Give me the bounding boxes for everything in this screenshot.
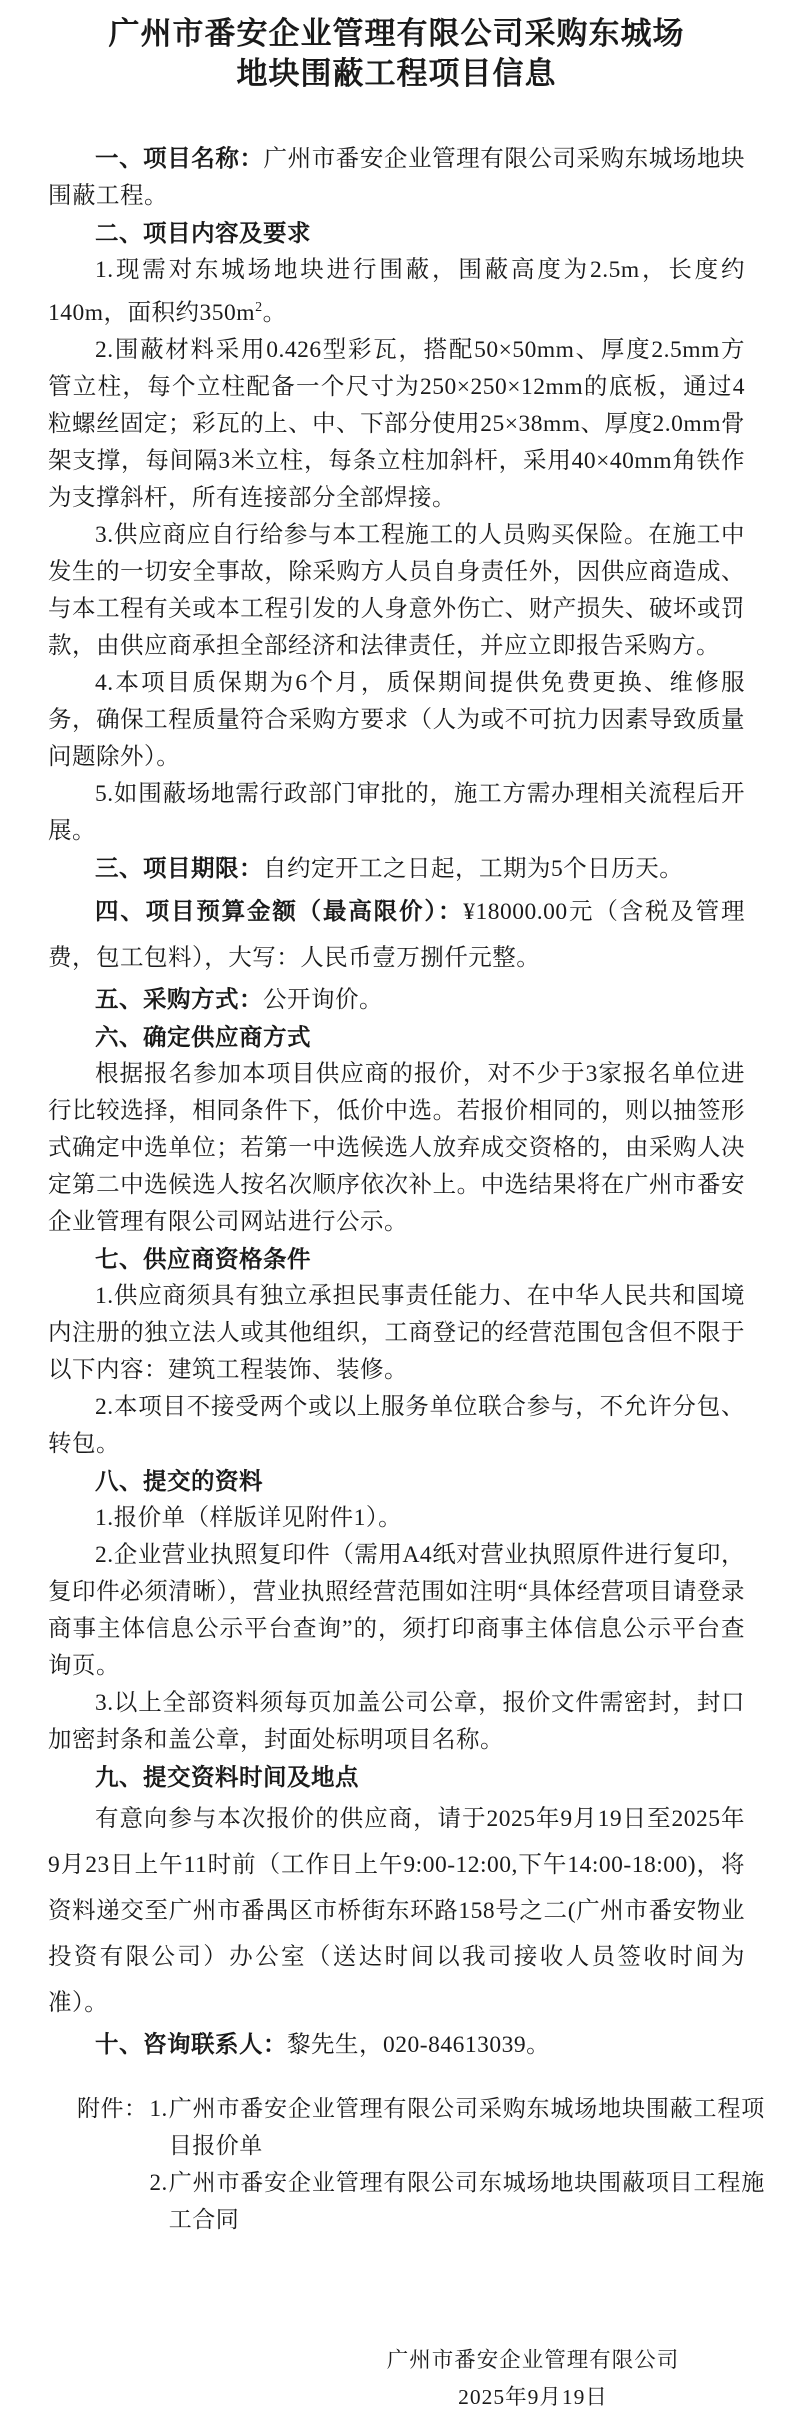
document-body xyxy=(48,140,745,2064)
section-10-label: 十、咨询联系人： xyxy=(95,2030,287,2057)
section-3-label: 三、项目期限： xyxy=(95,854,263,881)
section-3-text: 自约定开工之日起，工期为5个日历天。 xyxy=(263,855,684,882)
attachments-label: 附件： xyxy=(77,2095,148,2121)
section-4-text: ¥18000.00元（含税及管理费，包工包料），大写：人民币壹万捌仟元整。 xyxy=(48,898,746,971)
section-8-item-3: 3.以上全部资料须每页加盖公司公章，报价文件需密封，封口加密封条和盖公章，封面处标明项目名称。 xyxy=(48,1689,745,1753)
section-8-item-1: 1.报价单（样版详见附件1）。 xyxy=(95,1504,403,1531)
section-8-heading: 八、提交的资料 xyxy=(95,1467,263,1494)
section-5-label: 五、采购方式： xyxy=(95,985,263,1012)
section-2-item-5: 5.如围蔽场地需行政部门审批的，施工方需办理相关流程后开展。 xyxy=(48,780,745,844)
section-6-text: 根据报名参加本项目供应商的报价，对不少于3家报名单位进行比较选择，相同条件下，低价中选。若报价相同的，则以抽签形式确定中选单位；若第一中选候选人放弃成交资格的，由采购人决定第二中选候选人按名次顺序依次补上。中选结果将在广州市番安企业管理有限公司网站进行公示。 xyxy=(48,1060,745,1235)
section-8-item-2: 2.企业营业执照复印件（需用A4纸对营业执照原件进行复印，复印件必须清晰），营业执照经营范围如注明“具体经营项目请登录商事主体信息公示平台查询”的，须打印商事主体信息公示平台查询页。 xyxy=(48,1541,745,1679)
section-7-item-2: 2.本项目不接受两个或以上服务单位联合参与，不允许分包、转包。 xyxy=(48,1393,745,1457)
attachment-item-1 xyxy=(150,2090,765,2164)
signature-date: 2025年9月19日 xyxy=(458,2384,608,2409)
section-2-item-1-text: 1.现需对东城场地块进行围蔽，围蔽高度为2.5m，长度约140m，面积约350m xyxy=(48,257,745,326)
section-2-heading: 二、项目内容及要求 xyxy=(95,220,311,246)
section-10-text: 黎先生，020-84613039。 xyxy=(287,2031,551,2058)
section-5-text: 公开询价。 xyxy=(263,986,383,1013)
section-1-project-name xyxy=(48,140,745,215)
section-7-heading: 七、供应商资格条件 xyxy=(95,1245,311,1272)
document-title xyxy=(48,14,745,94)
section-3-duration xyxy=(48,850,745,888)
section-1-text: 广州市番安企业管理有限公司采购东城场地块围蔽工程。 xyxy=(48,146,746,209)
attachments-block xyxy=(77,2090,765,2238)
section-1-label: 一、项目名称： xyxy=(95,145,264,171)
attachment-item-1-text: 广州市番安企业管理有限公司采购东城场地块围蔽工程项目报价单 xyxy=(168,2095,765,2158)
signature-company: 广州市番安企业管理有限公司 xyxy=(386,2347,680,2372)
attachment-item-2 xyxy=(150,2164,765,2238)
section-7-item-1: 1.供应商须具有独立承担民事责任能力、在中华人民共和国境内注册的独立法人或其他组织，工商登记的经营范围包含但不限于以下内容：建筑工程装饰、装修。 xyxy=(48,1282,745,1383)
attachment-item-2-number: 2. xyxy=(149,2169,168,2195)
section-2-item-1 xyxy=(48,252,745,332)
section-4-label: 四、项目预算金额（最高限价）： xyxy=(95,897,464,924)
section-2-item-1-period: 。 xyxy=(262,299,287,326)
section-9-heading: 九、提交资料时间及地点 xyxy=(95,1763,359,1790)
section-6-heading: 六、确定供应商方式 xyxy=(95,1023,311,1050)
section-2-item-2: 2.围蔽材料采用0.426型彩瓦，搭配50×50mm、厚度2.5mm方管立柱，每个立柱配备一个尺寸为250×250×12mm的底板，通过4粒螺丝固定；彩瓦的上、中、下部分使用25×38mm、厚度2.0mm骨架支撑，每间隔3米立柱，每条立柱加斜杆，采用40×40mm角铁作为支撑斜杆，所有连接部分全部焊接。 xyxy=(48,336,745,511)
superscript-2: 2 xyxy=(255,300,263,315)
section-2-item-4: 4.本项目质保期为6个月，质保期间提供免费更换、维修服务，确保工程质量符合采购方要求（人为或不可抗力因素导致质量问题除外）。 xyxy=(48,669,745,770)
attachment-item-2-text: 广州市番安企业管理有限公司东城场地块围蔽项目工程施工合同 xyxy=(168,2169,765,2232)
title-line-1: 广州市番安企业管理有限公司采购东城场 xyxy=(108,16,685,51)
signature-block xyxy=(383,2342,683,2416)
section-4-budget xyxy=(48,888,745,981)
title-line-2: 地块围蔽工程项目信息 xyxy=(236,56,557,91)
section-10-contact xyxy=(48,2026,745,2064)
section-9-text: 有意向参与本次报价的供应商，请于2025年9月19日至2025年9月23日上午11时前（工作日上午9:00-12:00,下午14:00-18:00)，将资料递交至广州市番禺区市桥街东环路158号之二(广州市番安物业投资有限公司）办公室（送达时间以我司接收人员签收时间为准）。 xyxy=(48,1805,745,2016)
section-2-item-3: 3.供应商应自行给参与本工程施工的人员购买保险。在施工中发生的一切安全事故，除采购方人员自身责任外，因供应商造成、与本工程有关或本工程引发的人身意外伤亡、财产损失、破坏或罚款，由供应商承担全部经济和法律责任，并应立即报告采购方。 xyxy=(48,521,745,659)
attachment-item-1-number: 1. xyxy=(149,2095,168,2121)
section-5-method xyxy=(48,981,745,1019)
attachments-list xyxy=(150,2090,765,2238)
